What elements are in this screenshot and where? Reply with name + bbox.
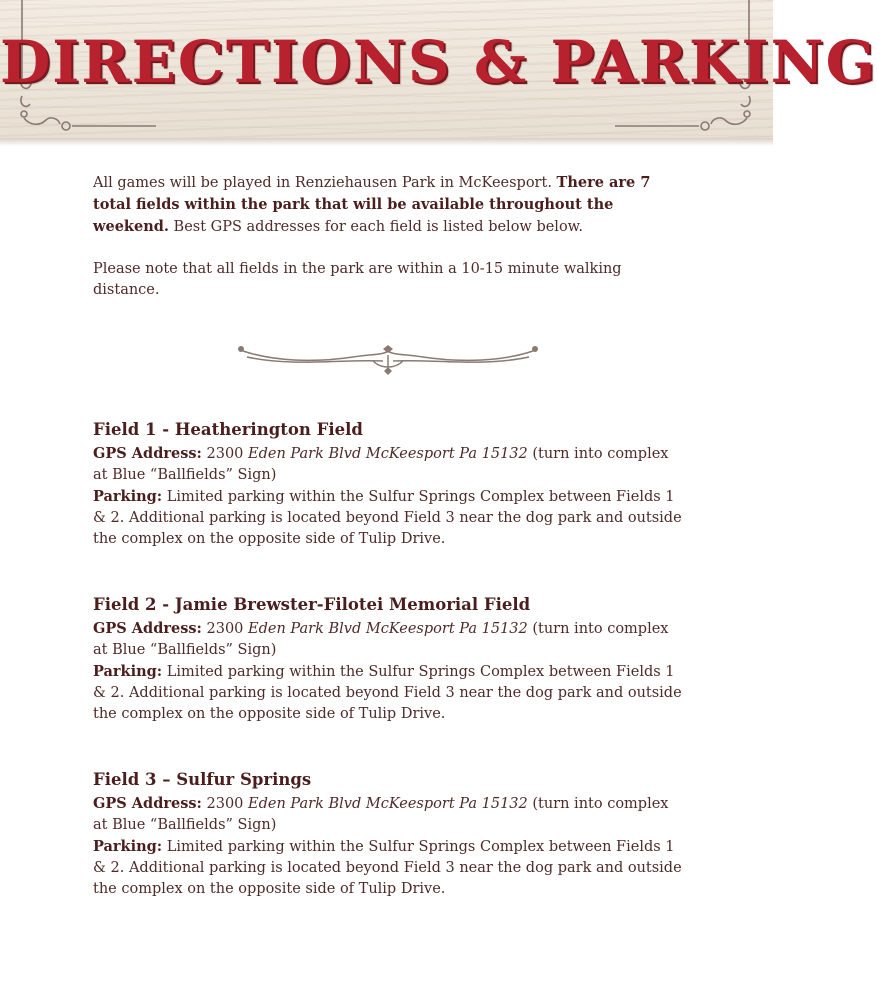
- gps-address: [93, 443, 683, 486]
- gps-number: 2300: [201, 621, 249, 637]
- parking-text: Limited parking within the Sulfur Springs Complex between Fields 1 & 2. Additional parking is located beyond Field 3 near the dog park and outside the complex on the opposite side of Tulip Drive.: [93, 839, 682, 897]
- gps-street: Eden Park Blvd McKeesport Pa 15132: [248, 446, 528, 462]
- field-section-1: [93, 419, 683, 550]
- parking-info: [93, 836, 683, 900]
- field-title: Field 2 - Jamie Brewster-Filotei Memorial Field: [93, 595, 531, 614]
- gps-street: Eden Park Blvd McKeesport Pa 15132: [248, 621, 528, 637]
- gps-label: GPS Address:: [93, 795, 202, 812]
- parking-info: [93, 661, 683, 725]
- field-title: Field 3 – Sulfur Springs: [93, 770, 312, 789]
- gps-street: Eden Park Blvd McKeesport Pa 15132: [248, 796, 528, 812]
- parking-info: [93, 486, 683, 550]
- gps-label: GPS Address:: [93, 445, 202, 462]
- main-content: [93, 172, 683, 944]
- parking-label: Parking:: [93, 663, 163, 680]
- walking-note: Please note that all fields in the park are within a 10-15 minute walking distance.: [93, 261, 622, 298]
- field-section-3: [93, 769, 683, 900]
- field-section-2: [93, 594, 683, 725]
- header-banner: [0, 0, 877, 143]
- page-title: DIRECTIONS & PARKING: [0, 28, 877, 96]
- gps-address: [93, 793, 683, 836]
- gps-number: 2300: [201, 446, 249, 462]
- parking-label: Parking:: [93, 838, 163, 855]
- intro-text-start: All games will be played in Renziehausen Park in McKeesport.: [93, 175, 557, 191]
- gps-note: (turn into complex at Blue “Ballfields” Sign): [93, 621, 669, 658]
- decorative-divider-icon: [233, 345, 543, 381]
- gps-number: 2300: [201, 796, 249, 812]
- gps-label: GPS Address:: [93, 620, 202, 637]
- intro-text-bold: There are 7 total fields within the park that will be available throughout the weekend.: [93, 174, 651, 235]
- gps-note: (turn into complex at Blue “Ballfields” Sign): [93, 446, 669, 483]
- gps-address: [93, 618, 683, 661]
- intro-paragraph: [93, 172, 683, 238]
- field-title: Field 1 - Heatherington Field: [93, 420, 363, 439]
- intro-text-end: Best GPS addresses for each field is listed below below.: [168, 219, 583, 235]
- parking-label: Parking:: [93, 488, 163, 505]
- gps-note: (turn into complex at Blue “Ballfields” Sign): [93, 796, 669, 833]
- parking-text: Limited parking within the Sulfur Springs Complex between Fields 1 & 2. Additional parking is located beyond Field 3 near the dog park and outside the complex on the opposite side of Tulip Drive.: [93, 489, 682, 547]
- parking-text: Limited parking within the Sulfur Springs Complex between Fields 1 & 2. Additional parking is located beyond Field 3 near the dog park and outside the complex on the opposite side of Tulip Drive.: [93, 664, 682, 722]
